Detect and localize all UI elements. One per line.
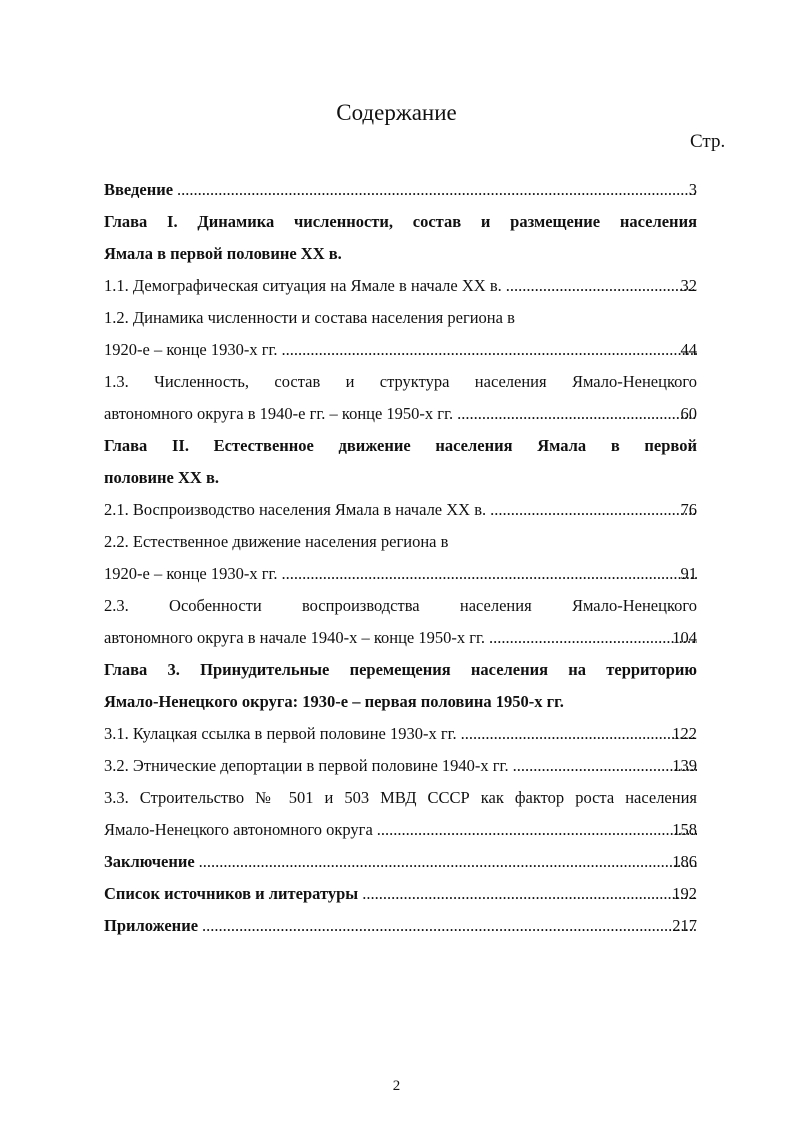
toc-entry-appendix (104, 916, 697, 936)
toc-entry-text: 1920-е – конце 1930-х гг. (104, 564, 278, 583)
dot-leader (177, 180, 697, 200)
toc-entry-conclusion (104, 852, 697, 872)
toc-page-number: 158 (672, 820, 697, 839)
toc-chapter-3-heading-line1: Глава 3. Принудительные перемещения населения на территорию (104, 660, 697, 679)
dot-leader (282, 340, 697, 360)
toc-page-number: 186 (672, 852, 697, 871)
toc-entry-2-2-line2 (104, 564, 697, 584)
toc-entry-3-3-line1: 3.3. Строительство № 501 и 503 МВД СССР как фактор роста населения (104, 788, 697, 807)
toc-page-number: 3 (688, 180, 697, 199)
toc-entry-text: Заключение (104, 852, 195, 871)
dot-leader (282, 564, 697, 584)
toc-entry-1-2-line2 (104, 340, 697, 360)
toc-entry-2-2-line1: 2.2. Естественное движение населения региона в (104, 532, 449, 551)
page-title: Содержание (336, 100, 457, 125)
toc-page-number: 32 (680, 276, 697, 295)
toc-page-number: 91 (680, 564, 697, 583)
toc-entry-1-2-line1: 1.2. Динамика численности и состава населения региона в (104, 308, 515, 327)
toc-entry-2-3-line2 (104, 628, 697, 648)
toc-page-number: 76 (680, 500, 697, 519)
toc-chapter-2-heading-line1: Глава II. Естественное движение населения Ямала в первой (104, 436, 697, 455)
toc-entry-text: Введение (104, 180, 174, 199)
toc-entry-2-1 (104, 500, 697, 520)
page-column-header: Стр. (690, 131, 726, 152)
toc-entry-3-2 (104, 756, 697, 776)
toc-page-number: 44 (680, 340, 697, 359)
toc-entry-text: 2.1. Воспроизводство населения Ямала в начале XX в. (104, 500, 487, 519)
toc-entry-1-1 (104, 276, 697, 296)
toc-page-number: 217 (672, 916, 697, 935)
toc-page-number: 192 (672, 884, 697, 903)
toc-entry-text: автономного округа в 1940-е гг. – конце 1950-х гг. (104, 404, 454, 423)
toc-entry-introduction (104, 180, 697, 200)
toc-chapter-1-heading-line2: Ямала в первой половине XX в. (104, 244, 342, 263)
toc-entry-text: 1920-е – конце 1930-х гг. (104, 340, 278, 359)
dot-leader (199, 852, 697, 872)
toc-entry-text: 3.2. Этнические депортации в первой половине 1940-х гг. (104, 756, 509, 775)
toc-entry-3-3-line2 (104, 820, 697, 840)
toc-entry-text: Ямало-Ненецкого автономного округа (104, 820, 373, 839)
toc-page-number: 104 (672, 628, 697, 647)
page-number: 2 (392, 1078, 401, 1094)
dot-leader (202, 916, 697, 936)
toc-entry-text: Приложение (104, 916, 199, 935)
toc-entry-references (104, 884, 697, 904)
toc-entry-1-3-line1: 1.3. Численность, состав и структура населения Ямало-Ненецкого (104, 372, 697, 391)
toc-entry-text: Список источников и литературы (104, 884, 359, 903)
toc-chapter-3-heading-line2: Ямало-Ненецкого округа: 1930-е – первая половина 1950-х гг. (104, 692, 564, 711)
toc-entry-text: 1.1. Демографическая ситуация на Ямале в начале XX в. (104, 276, 502, 295)
toc-entry-2-3-line1: 2.3. Особенности воспроизводства населения Ямало-Ненецкого (104, 596, 697, 615)
toc-entry-text: автономного округа в начале 1940-х – конце 1950-х гг. (104, 628, 486, 647)
toc-page-number: 139 (672, 756, 697, 775)
toc-chapter-2-heading-line2: половине XX в. (104, 468, 220, 487)
toc-entry-text: 3.1. Кулацкая ссылка в первой половине 1930-х гг. (104, 724, 457, 743)
toc-page-number: 60 (680, 404, 697, 423)
toc-chapter-1-heading-line1: Глава I. Динамика численности, состав и размещение населения (104, 212, 697, 231)
toc-entry-3-1 (104, 724, 697, 744)
toc-entry-1-3-line2 (104, 404, 697, 424)
toc-page-number: 122 (672, 724, 697, 743)
